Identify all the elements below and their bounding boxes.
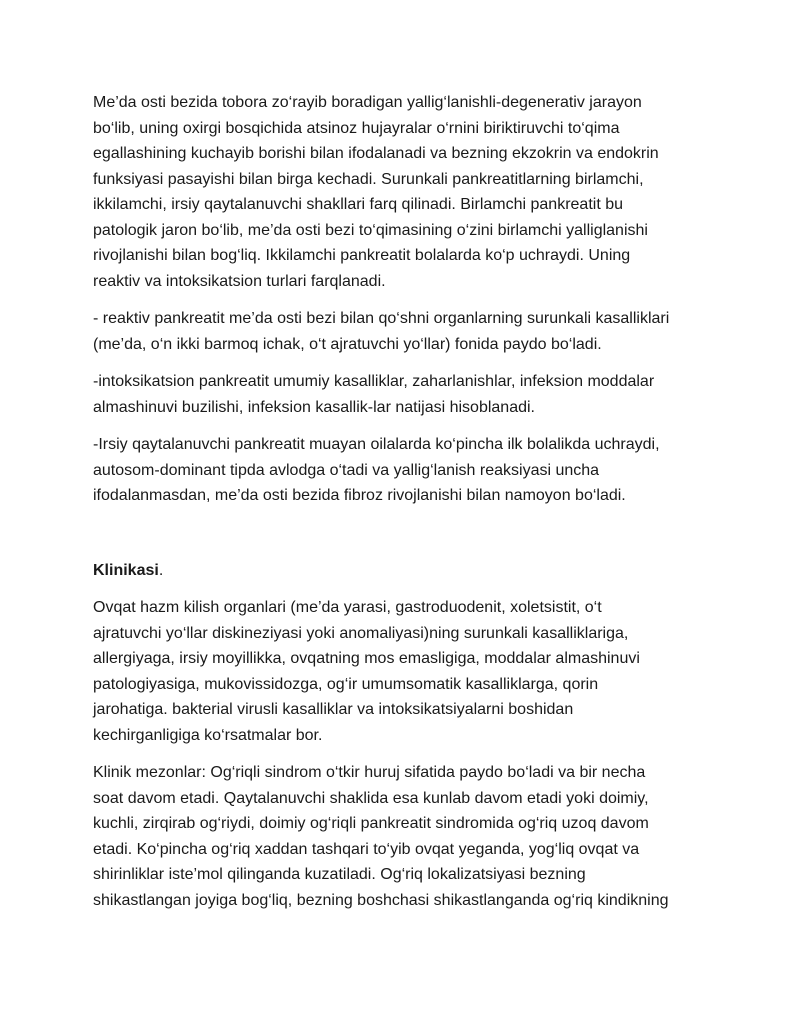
text-line: etadi. Ko‘pincha og‘riq xaddan tashqari to‘yib ovqat yeganda, yog‘liq ovqat va [93, 840, 640, 858]
text-line: funksiyasi pasayishi bilan birga kechadi. Surunkali pankreatitlarning birlamchi, [93, 170, 644, 188]
text-line: almashinuvi buzilishi, infeksion kasallik-lar natijasi hisoblanadi. [93, 398, 535, 416]
heading-suffix: . [158, 561, 164, 579]
text-line: kechirganligiga ko‘rsatmalar bor. [93, 726, 323, 744]
heading-text: Klinikasi [93, 561, 159, 579]
text-line: Klinik mezonlar: Og‘riqli sindrom o‘tkir huruj sifatida paydo bo‘ladi va bir necha [93, 764, 646, 781]
text-line: reaktiv va intoksikatsion turlari farqlanadi. [93, 272, 386, 290]
blank-spacer [93, 521, 705, 558]
text-line: egallashining kuchayib borishi bilan ifodalanadi va bezning ekzokrin va endokrin [93, 145, 659, 162]
text-line: allergiyaga, irsiy moyillikka, ovqatning mos emasligiga, moddalar almashinuvi [93, 650, 640, 667]
text-line: patologik jaron bo‘lib, me’da osti bezi to‘qimasining o‘zini birlamchi yalliglanishi [93, 221, 648, 239]
text-line: -intoksikatsion pankreatit umumiy kasalliklar, zaharlanishlar, infeksion moddalar [93, 373, 655, 390]
text-line: jarohatiga. bakterial virusli kasalliklar va intoksikatsiyalarni boshidan [93, 701, 574, 718]
text-line: (me’da, o‘n ikki barmoq ichak, o‘t ajratuvchi yo‘llar) fonida paydo bo‘ladi. [93, 335, 602, 353]
document-page [93, 90, 705, 925]
text-line: patologiyasiga, mukovissidozga, og‘ir umumsomatik kasalliklarga, qorin [93, 675, 599, 693]
paragraph-intoxication [93, 369, 705, 420]
text-line: Ovqat hazm kilish organlari (me’da yarasi, gastroduodenit, xoletsistit, o‘t [93, 599, 602, 616]
text-line: -Irsiy qaytalanuvchi pankreatit muayan oilalarda ko‘pincha ilk bolalikda uchraydi, [93, 436, 660, 453]
text-line: kuchli, zirqirab og‘riydi, doimiy og‘riqli pankreatit sindromida og‘riq uzoq davom [93, 815, 649, 832]
section-heading [93, 558, 705, 584]
text-line: ikkilamchi, irsiy qaytalanuvchi shakllari farq qilinadi. Birlamchi pankreatit bu [93, 196, 623, 213]
text-line: ajratuvchi yo‘llar diskineziyasi yoki anomaliyasi)ning surunkali kasalliklariga, [93, 624, 629, 642]
paragraph-clinical-history [93, 595, 705, 748]
text-line: shikastlangan joyiga bog‘liq, bezning boshchasi shikastlanganda og‘riq kindikning [93, 891, 669, 909]
text-line: shirinliklar iste’mol qilinganda kuzatiladi. Og‘riq lokalizatsiyasi bezning [93, 866, 586, 883]
text-line: bo‘lib, uning oxirgi bosqichida atsinoz hujayralar o‘rnini biriktiruvchi to‘qima [93, 119, 620, 137]
text-line: autosom-dominant tipda avlodga o‘tadi va yallig‘lanish reaksiyasi uncha [93, 461, 600, 479]
text-line: soat davom etadi. Qaytalanuvchi shaklida esa kunlab davom etadi yoki doimiy, [93, 789, 649, 807]
text-line: Me’da osti bezida tobora zo‘rayib boradigan yallig‘lanishli-degenerativ jarayon [93, 94, 642, 111]
paragraph-hereditary [93, 432, 705, 509]
text-line: ifodalanmasdan, me’da osti bezida fibroz rivojlanishi bilan namoyon bo‘ladi. [93, 487, 626, 504]
paragraph-clinical-criteria [93, 760, 705, 913]
paragraph-intro [93, 90, 705, 294]
text-line: rivojlanishi bilan bog‘liq. Ikkilamchi pankreatit bolalarda ko‘p uchraydi. Uning [93, 247, 631, 264]
text-line: - reaktiv pankreatit me’da osti bezi bilan qo‘shni organlarning surunkali kasalliklari [93, 310, 670, 327]
paragraph-reactive [93, 306, 705, 357]
